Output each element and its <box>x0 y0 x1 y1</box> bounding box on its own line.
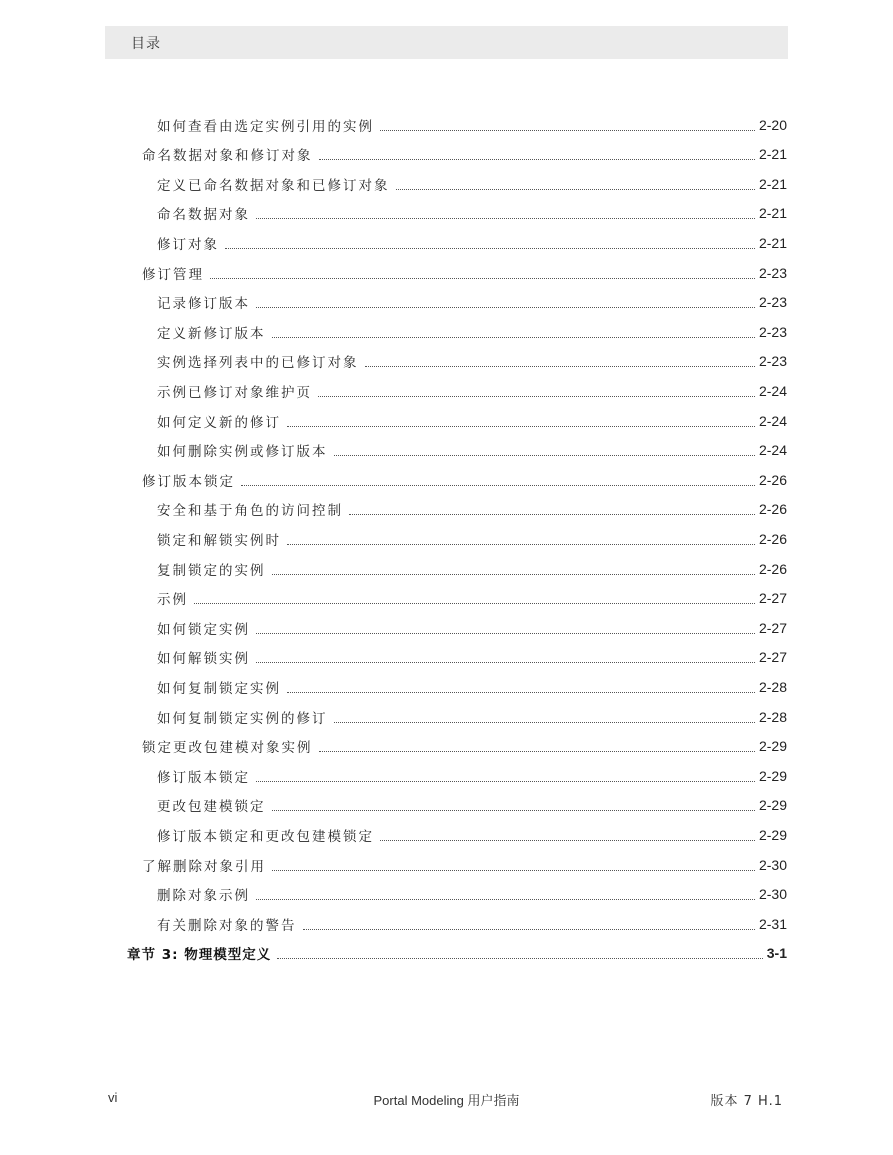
toc-entry-label: 如何定义新的修订 <box>157 414 281 431</box>
toc-entry[interactable] <box>157 909 787 938</box>
toc-entry-page: 2-21 <box>758 146 787 163</box>
toc-entry-page: 2-28 <box>758 678 787 695</box>
toc-leader-dots <box>365 365 755 367</box>
toc-entry-label: 示例已修订对象维护页 <box>157 384 312 401</box>
toc-entry-page: 2-23 <box>758 294 787 311</box>
toc-entry-label: 定义新修订版本 <box>157 325 266 342</box>
toc-entry[interactable] <box>157 672 787 701</box>
toc-entry-label: 安全和基于角色的访问控制 <box>157 503 343 520</box>
toc-entry-page: 2-26 <box>758 501 787 518</box>
footer-page-number: vi <box>108 1090 118 1105</box>
toc-leader-dots <box>303 928 755 930</box>
toc-entry[interactable] <box>157 288 787 317</box>
toc-entry[interactable] <box>157 791 787 820</box>
toc-entry-page: 2-24 <box>758 442 787 459</box>
toc-leader-dots <box>287 425 755 427</box>
toc-entry-page: 2-30 <box>758 886 787 903</box>
toc-entry[interactable] <box>142 140 787 169</box>
toc-leader-dots <box>272 809 755 811</box>
toc-entry[interactable] <box>157 376 787 405</box>
toc-leader-dots <box>277 957 763 959</box>
toc-entry-label: 了解删除对象引用 <box>142 858 266 875</box>
page-footer <box>0 1087 893 1109</box>
toc-entry-label: 复制锁定的实例 <box>157 562 266 579</box>
toc-entry-label: 命名数据对象 <box>157 207 250 224</box>
toc-entry-page: 2-20 <box>758 116 787 133</box>
toc-entry-label: 锁定更改包建模对象实例 <box>142 740 313 757</box>
toc-entry[interactable] <box>142 732 787 761</box>
toc-entry-label: 如何复制锁定实例 <box>157 680 281 697</box>
toc-leader-dots <box>256 306 755 308</box>
toc-entry-page: 2-26 <box>758 560 787 577</box>
toc-leader-dots <box>334 454 755 456</box>
toc-leader-dots <box>349 513 755 515</box>
toc-entry[interactable] <box>157 406 787 435</box>
toc-leader-dots <box>319 750 755 752</box>
toc-entry-page: 2-27 <box>758 619 787 636</box>
toc-entry-page: 2-27 <box>758 590 787 607</box>
toc-leader-dots <box>287 691 755 693</box>
toc-entry[interactable] <box>157 613 787 642</box>
toc-entry[interactable] <box>157 643 787 672</box>
toc-leader-dots <box>318 395 755 397</box>
toc-entry-label: 有关删除对象的警告 <box>157 917 297 934</box>
toc-leader-dots <box>225 247 755 249</box>
page-header <box>105 26 788 59</box>
toc-entry-label: 锁定和解锁实例时 <box>157 532 281 549</box>
footer-version: 版本 7 H.1 <box>710 1094 783 1109</box>
toc-entry[interactable] <box>157 880 787 909</box>
toc-entry-page: 2-28 <box>758 708 787 725</box>
toc-leader-dots <box>334 721 755 723</box>
toc-entry-page: 2-26 <box>758 530 787 547</box>
footer-doc-title: Portal Modeling 用户指南 <box>373 1093 520 1108</box>
toc-entry[interactable] <box>157 199 787 228</box>
toc-entry[interactable] <box>157 761 787 790</box>
toc-entry-page: 3-1 <box>766 945 787 962</box>
toc-entry-page: 2-21 <box>758 234 787 251</box>
toc-leader-dots <box>287 543 755 545</box>
toc-entry[interactable] <box>157 554 787 583</box>
toc-leader-dots <box>272 573 755 575</box>
toc-leader-dots <box>319 158 755 160</box>
toc-entry[interactable] <box>157 317 787 346</box>
toc-entry-label: 记录修订版本 <box>157 296 250 313</box>
toc-entry-page: 2-23 <box>758 323 787 340</box>
toc-entry[interactable] <box>142 850 787 879</box>
toc-entry[interactable] <box>142 258 787 287</box>
toc-entry-page: 2-24 <box>758 412 787 429</box>
toc-entry[interactable] <box>157 584 787 613</box>
toc-entry-page: 2-29 <box>758 826 787 843</box>
toc-entry-label: 更改包建模锁定 <box>157 799 266 816</box>
toc-entry-label: 如何复制锁定实例的修订 <box>157 710 328 727</box>
toc-entry-page: 2-30 <box>758 856 787 873</box>
toc-leader-dots <box>194 602 755 604</box>
toc-entry-page: 2-29 <box>758 767 787 784</box>
toc-entry[interactable] <box>157 169 787 198</box>
toc-entry[interactable] <box>157 110 787 139</box>
toc-entry-page: 2-27 <box>758 649 787 666</box>
toc-leader-dots <box>210 277 755 279</box>
toc-entry[interactable] <box>142 465 787 494</box>
toc-entry-page: 2-21 <box>758 205 787 222</box>
toc-entry-page: 2-29 <box>758 738 787 755</box>
toc-entry-label: 删除对象示例 <box>157 888 250 905</box>
toc-leader-dots <box>380 839 755 841</box>
toc-leader-dots <box>272 869 755 871</box>
toc-leader-dots <box>272 336 755 338</box>
toc-entry-label: 修订版本锁定 <box>142 473 235 490</box>
toc-entry-label: 如何查看由选定实例引用的实例 <box>157 118 374 135</box>
toc-leader-dots <box>241 484 755 486</box>
toc-leader-dots <box>380 129 755 131</box>
toc-entry-label: 如何解锁实例 <box>157 651 250 668</box>
toc-entry[interactable] <box>157 495 787 524</box>
toc-entry-label: 如何删除实例或修订版本 <box>157 444 328 461</box>
toc-entry-page: 2-31 <box>758 915 787 932</box>
toc-entry-page: 2-23 <box>758 353 787 370</box>
toc-leader-dots <box>256 661 755 663</box>
toc-entry-page: 2-29 <box>758 797 787 814</box>
toc-entry-label: 修订管理 <box>142 266 204 283</box>
toc-entry-page: 2-26 <box>758 471 787 488</box>
toc-leader-dots <box>256 780 755 782</box>
toc-entry[interactable] <box>157 436 787 465</box>
toc-entry-page: 2-23 <box>758 264 787 281</box>
toc-entry[interactable] <box>157 820 787 849</box>
toc-entry[interactable] <box>127 939 787 968</box>
toc-entry-label: 定义已命名数据对象和已修订对象 <box>157 177 390 194</box>
header-title: 目录 <box>131 35 161 52</box>
toc-entry-label: 修订版本锁定 <box>157 769 250 786</box>
toc-entry-label: 修订版本锁定和更改包建模锁定 <box>157 828 374 845</box>
toc-entry[interactable] <box>157 347 787 376</box>
toc-entry-page: 2-24 <box>758 382 787 399</box>
toc-entry-label: 修订对象 <box>157 236 219 253</box>
toc-entry[interactable] <box>157 524 787 553</box>
toc-entry[interactable] <box>157 228 787 257</box>
toc-leader-dots <box>256 632 755 634</box>
toc-entry-label: 示例 <box>157 592 188 609</box>
toc-entry-label: 如何锁定实例 <box>157 621 250 638</box>
toc-entry-page: 2-21 <box>758 175 787 192</box>
toc-entry-label: 实例选择列表中的已修订对象 <box>157 355 359 372</box>
toc-entry-label: 章节 3: 物理模型定义 <box>127 947 272 964</box>
toc-leader-dots <box>396 188 755 190</box>
toc-leader-dots <box>256 217 755 219</box>
toc-entry-label: 命名数据对象和修订对象 <box>142 148 313 165</box>
toc-leader-dots <box>256 898 755 900</box>
toc-entry[interactable] <box>157 702 787 731</box>
